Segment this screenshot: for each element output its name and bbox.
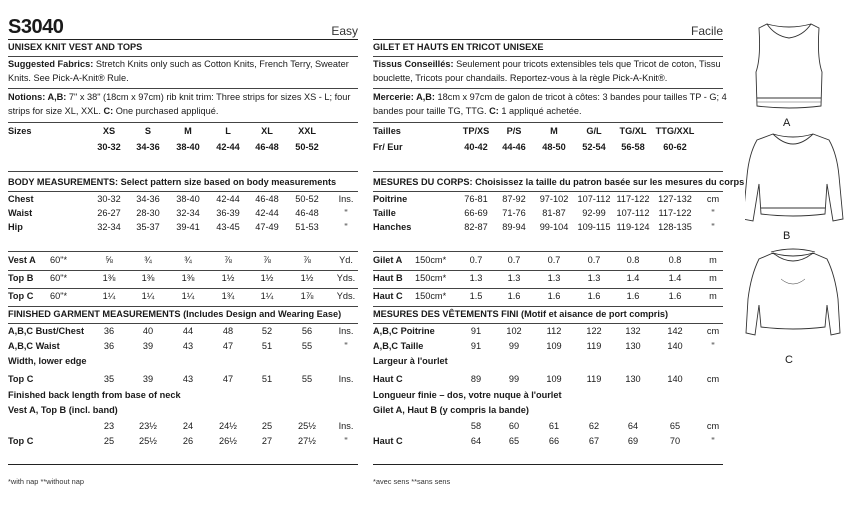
- row-label: Top C: [8, 291, 34, 301]
- table-cell: 25½: [298, 421, 316, 431]
- table-cell: 46-48: [295, 208, 319, 218]
- size-header: M: [550, 126, 558, 136]
- table-cell: 70: [669, 436, 681, 446]
- table-cell: 24½: [219, 421, 237, 431]
- footnote: *avec sens **sans sens: [373, 477, 451, 486]
- table-cell: ⅞: [224, 255, 232, 265]
- table-cell: 1⅜: [181, 273, 195, 283]
- table-cell: 66-69: [464, 208, 488, 218]
- table-cell: 1.6: [547, 291, 561, 301]
- table-cell: 55: [301, 374, 313, 384]
- row-label: Vest A: [8, 255, 36, 265]
- table-cell: 117-122: [658, 208, 692, 218]
- unit-cell: cm: [706, 421, 720, 431]
- table-cell: 1.6: [507, 291, 521, 301]
- table-cell: 87-92: [502, 194, 526, 204]
- divider: [8, 288, 358, 289]
- unit-cell: Yds.: [336, 291, 356, 301]
- unit-cell: cm: [706, 374, 720, 384]
- size-range: 46-48: [255, 142, 279, 152]
- table-cell: 25½: [139, 436, 157, 446]
- back-sub-label: Gilet A, Haut B (y compris la bande): [373, 405, 529, 415]
- fabrics-line-1: Suggested Fabrics: Stretch Knits only such as Cotton Knits, French Terry, Sweater: [8, 59, 349, 69]
- divider: [373, 122, 723, 123]
- table-cell: 0.7: [547, 255, 561, 265]
- table-cell: 55: [301, 341, 313, 351]
- table-cell: 26½: [219, 436, 237, 446]
- table-cell: 32-34: [176, 208, 200, 218]
- divider: [373, 270, 723, 271]
- table-cell: 81-87: [542, 208, 566, 218]
- table-cell: 24: [182, 421, 194, 431]
- table-cell: 102: [506, 326, 522, 336]
- size-range: 50-52: [295, 142, 319, 152]
- table-cell: 47: [222, 374, 234, 384]
- pattern-code: S3040: [8, 16, 64, 38]
- table-cell: 71-76: [502, 208, 526, 218]
- divider: [373, 191, 723, 192]
- table-cell: 89: [470, 374, 482, 384]
- figure-label-b: B: [783, 230, 791, 242]
- table-cell: 1.4: [668, 273, 682, 283]
- table-cell: 99-104: [539, 222, 569, 232]
- table-cell: 51-53: [295, 222, 319, 232]
- size-header: XL: [261, 126, 273, 136]
- finished-heading: FINISHED GARMENT MEASUREMENTS (Includes Design and Wearing Ease): [8, 309, 342, 319]
- table-cell: 51: [261, 374, 273, 384]
- table-cell: ⅝: [105, 255, 113, 265]
- table-cell: 130: [625, 374, 641, 384]
- unit-cell: ": [344, 341, 348, 351]
- row-label: A,B,C Waist: [8, 341, 60, 351]
- unit-cell: m: [709, 255, 717, 265]
- table-cell: 1½: [300, 273, 314, 283]
- table-cell: 1⅞: [300, 291, 314, 301]
- table-cell: 64: [470, 436, 482, 446]
- table-cell: 23½: [139, 421, 157, 431]
- divider: [373, 323, 723, 324]
- size-header: S: [144, 126, 152, 136]
- table-cell: 82-87: [464, 222, 488, 232]
- divider: [8, 39, 358, 40]
- unit-cell: m: [709, 273, 717, 283]
- table-cell: 97-102: [539, 194, 569, 204]
- table-cell: 1.3: [587, 273, 601, 283]
- footnote: *with nap **without nap: [8, 477, 85, 486]
- table-cell: 36-39: [216, 208, 240, 218]
- difficulty-label: Facile: [690, 24, 723, 38]
- divider: [373, 251, 723, 252]
- table-cell: 1¼: [102, 291, 116, 301]
- table-cell: 0.8: [668, 255, 682, 265]
- size-range: 30-32: [97, 142, 121, 152]
- table-cell: 47: [222, 341, 234, 351]
- divider: [8, 88, 358, 89]
- size-header: L: [225, 126, 231, 136]
- fabric-width: 150cm*: [415, 291, 447, 301]
- back-length-label: Finished back length from base of neck: [8, 390, 181, 400]
- table-cell: 119-124: [616, 222, 650, 232]
- table-cell: 1½: [260, 273, 274, 283]
- fabric-width: 60"*: [50, 273, 68, 283]
- table-cell: 35-37: [136, 222, 160, 232]
- size-header: P/S: [506, 126, 522, 136]
- fabric-width: 60"*: [50, 291, 68, 301]
- row-label: Chest: [8, 194, 34, 204]
- fabric-width: 150cm*: [415, 255, 447, 265]
- size-header: M: [184, 126, 192, 136]
- table-cell: 122: [586, 326, 602, 336]
- table-cell: 28-30: [136, 208, 160, 218]
- unit-cell: cm: [706, 326, 720, 336]
- table-cell: 43: [182, 374, 194, 384]
- table-cell: 127-132: [658, 194, 692, 204]
- table-cell: 50-52: [295, 194, 319, 204]
- table-cell: 36: [103, 341, 115, 351]
- notions-line-1: Mercerie: A,B: 18cm x 97cm de galon de tricot à côtes: 3 bandes pour tailles TP - G; 4: [373, 92, 727, 102]
- sizes-label: Tailles: [373, 126, 401, 136]
- back-sub-label: Vest A, Top B (incl. band): [8, 405, 118, 415]
- unit-cell: cm: [706, 194, 720, 204]
- table-cell: 39: [142, 341, 154, 351]
- table-cell: 39: [142, 374, 154, 384]
- table-cell: 66: [548, 436, 560, 446]
- table-cell: 91: [470, 341, 482, 351]
- table-cell: 1.6: [626, 291, 640, 301]
- unit-cell: Ins.: [338, 326, 354, 336]
- table-cell: 109: [546, 341, 562, 351]
- table-cell: 23: [103, 421, 115, 431]
- row-label: Gilet A: [373, 255, 403, 265]
- table-cell: 0.8: [626, 255, 640, 265]
- fabric-width: 150cm*: [415, 273, 447, 283]
- table-cell: 119: [586, 374, 602, 384]
- table-cell: 92-99: [582, 208, 606, 218]
- unit-cell: Yd.: [339, 255, 353, 265]
- table-cell: 1¾: [221, 291, 235, 301]
- table-cell: 1⅜: [141, 273, 155, 283]
- table-cell: 65: [669, 421, 681, 431]
- notions-line-2: strips for size XL, XXL. C: One purchased appliqué.: [8, 106, 219, 116]
- divider: [8, 56, 358, 57]
- row-label: Poitrine: [373, 194, 408, 204]
- table-cell: ⅞: [263, 255, 271, 265]
- fabric-width: 60"*: [50, 255, 68, 265]
- divider: [8, 171, 358, 172]
- row-label: Haut C: [373, 291, 403, 301]
- table-cell: 0.7: [587, 255, 601, 265]
- unit-cell: ": [344, 436, 348, 446]
- row-label: Haut B: [373, 273, 403, 283]
- sizes-label: Sizes: [8, 126, 32, 136]
- unit-cell: Ins.: [338, 194, 354, 204]
- body-heading: BODY MEASUREMENTS: Select pattern size based on body measurements: [8, 177, 337, 187]
- row-label: Waist: [8, 208, 33, 218]
- table-cell: 48: [222, 326, 234, 336]
- row-label: Haut C: [373, 436, 403, 446]
- size-range: 40-42: [464, 142, 488, 152]
- row-label: Taille: [373, 208, 396, 218]
- size-header: TTG/XXL: [655, 126, 695, 136]
- table-cell: 99: [508, 374, 520, 384]
- divider: [373, 39, 723, 40]
- divider: [8, 191, 358, 192]
- divider: [8, 464, 358, 465]
- difficulty-label: Easy: [331, 24, 358, 38]
- size-header: TG/XL: [619, 126, 647, 136]
- table-cell: 25: [261, 421, 273, 431]
- table-cell: 32-34: [97, 222, 121, 232]
- row-label: A,B,C Bust/Chest: [8, 326, 85, 336]
- row-label: A,B,C Poitrine: [373, 326, 435, 336]
- section-title: UNISEX KNIT VEST AND TOPS: [8, 42, 143, 52]
- table-cell: 64: [627, 421, 639, 431]
- table-cell: 91: [470, 326, 482, 336]
- size-header: XXL: [298, 126, 316, 136]
- divider: [8, 251, 358, 252]
- table-cell: 65: [508, 436, 520, 446]
- table-cell: 26-27: [97, 208, 121, 218]
- sizes-sub-label: Fr/ Eur: [373, 142, 403, 152]
- divider: [373, 288, 723, 289]
- table-cell: ¾: [184, 255, 192, 265]
- unit-cell: ": [711, 208, 715, 218]
- row-label: Top C: [8, 436, 34, 446]
- unit-cell: Yds.: [336, 273, 356, 283]
- figure-label-a: A: [783, 117, 791, 129]
- table-cell: 61: [548, 421, 560, 431]
- size-range: 44-46: [502, 142, 526, 152]
- table-cell: 62: [588, 421, 600, 431]
- garment-illustrations: [745, 14, 845, 264]
- table-cell: 142: [667, 326, 683, 336]
- row-label: Top B: [8, 273, 34, 283]
- table-cell: 46-48: [255, 194, 279, 204]
- divider: [373, 88, 723, 89]
- table-cell: 47-49: [255, 222, 279, 232]
- table-cell: 44: [182, 326, 194, 336]
- unit-cell: ": [711, 222, 715, 232]
- table-cell: 1.3: [547, 273, 561, 283]
- size-range: 52-54: [582, 142, 606, 152]
- body-heading: MESURES DU CORPS: Choisissez la taille du patron basée sur les mesures du corps: [373, 177, 745, 187]
- table-cell: 117-122: [616, 194, 650, 204]
- back-length-label: Longueur finie – dos, votre nuque à l'ourlet: [373, 390, 562, 400]
- row-label: Top C: [8, 374, 34, 384]
- table-cell: 67: [588, 436, 600, 446]
- divider: [373, 464, 723, 465]
- size-range: 42-44: [216, 142, 240, 152]
- table-cell: 52: [261, 326, 273, 336]
- table-cell: 35: [103, 374, 115, 384]
- fabrics-line-1: Tissus Conseillés: Seulement pour tricots extensibles tels que Tricot de coton, Tissu: [373, 59, 721, 69]
- size-range: 34-36: [136, 142, 160, 152]
- table-cell: 42-44: [255, 208, 279, 218]
- unit-cell: m: [709, 291, 717, 301]
- table-cell: 1.3: [507, 273, 521, 283]
- table-cell: 43-45: [216, 222, 240, 232]
- table-cell: 27: [261, 436, 273, 446]
- size-header: XS: [102, 126, 116, 136]
- size-range: 38-40: [176, 142, 200, 152]
- table-cell: 107-112: [616, 208, 650, 218]
- width-lower-label: Width, lower edge: [8, 356, 87, 366]
- vest-a-drawing: [756, 24, 822, 108]
- table-cell: 40: [142, 326, 154, 336]
- unit-cell: Ins.: [338, 374, 354, 384]
- width-lower-label: Largeur à l'ourlet: [373, 356, 448, 366]
- table-cell: 76-81: [464, 194, 488, 204]
- size-range: 60-62: [663, 142, 687, 152]
- table-cell: 128-135: [658, 222, 692, 232]
- unit-cell: ": [711, 341, 715, 351]
- divider: [373, 171, 723, 172]
- table-cell: 112: [546, 326, 562, 336]
- table-cell: 99: [508, 341, 520, 351]
- table-cell: 30-32: [97, 194, 121, 204]
- table-cell: 69: [627, 436, 639, 446]
- table-cell: 39-41: [176, 222, 200, 232]
- row-label: Hanches: [373, 222, 412, 232]
- table-cell: 130: [625, 341, 641, 351]
- divider: [8, 306, 358, 307]
- table-cell: 1¼: [141, 291, 155, 301]
- row-label: Hip: [8, 222, 23, 232]
- table-cell: 107-112: [577, 194, 611, 204]
- fabrics-line-2: Knits. See Pick-A-Knit® Rule.: [8, 73, 129, 83]
- table-cell: 42-44: [216, 194, 240, 204]
- divider: [8, 270, 358, 271]
- finished-heading: MESURES DES VÊTEMENTS FINI (Motif et aisance de port compris): [373, 309, 669, 319]
- table-cell: 1½: [221, 273, 235, 283]
- table-cell: 0.7: [469, 255, 483, 265]
- size-header: TP/XS: [462, 126, 490, 136]
- table-cell: 27½: [298, 436, 316, 446]
- top-b-drawing: [745, 134, 843, 221]
- table-cell: 38-40: [176, 194, 200, 204]
- unit-cell: ": [344, 208, 348, 218]
- size-range: 48-50: [542, 142, 566, 152]
- table-cell: ⅞: [303, 255, 311, 265]
- unit-cell: ": [711, 436, 715, 446]
- table-cell: 51: [261, 341, 273, 351]
- notions-line-1: Notions: A,B: 7" x 38" (18cm x 97cm) rib knit trim: Three strips for sizes XS - L; four: [8, 92, 351, 102]
- unit-cell: Ins.: [338, 421, 354, 431]
- table-cell: 89-94: [502, 222, 526, 232]
- size-range: 56-58: [621, 142, 645, 152]
- table-cell: 132: [625, 326, 641, 336]
- table-cell: 26: [182, 436, 194, 446]
- table-cell: 58: [470, 421, 482, 431]
- figure-label-c: C: [785, 354, 793, 366]
- top-c-figure: [743, 245, 848, 355]
- table-cell: 109: [546, 374, 562, 384]
- table-cell: 119: [586, 341, 602, 351]
- table-cell: 140: [667, 374, 683, 384]
- size-header: G/L: [586, 126, 602, 136]
- divider: [373, 306, 723, 307]
- divider: [8, 122, 358, 123]
- unit-cell: ": [344, 222, 348, 232]
- table-cell: 0.7: [507, 255, 521, 265]
- table-cell: 1⅜: [102, 273, 116, 283]
- table-cell: 43: [182, 341, 194, 351]
- table-cell: 140: [667, 341, 683, 351]
- table-cell: 1.5: [469, 291, 483, 301]
- table-cell: ¾: [144, 255, 152, 265]
- notions-line-2: bandes pour taille TG, TTG. C: 1 appliqué achetée.: [373, 106, 582, 116]
- table-cell: 25: [103, 436, 115, 446]
- divider: [373, 56, 723, 57]
- table-cell: 60: [508, 421, 520, 431]
- row-label: Haut C: [373, 374, 403, 384]
- table-cell: 109-115: [577, 222, 611, 232]
- table-cell: 1.6: [668, 291, 682, 301]
- table-cell: 1.4: [626, 273, 640, 283]
- table-cell: 56: [301, 326, 313, 336]
- table-cell: 36: [103, 326, 115, 336]
- table-cell: 1¼: [260, 291, 274, 301]
- row-label: A,B,C Taille: [373, 341, 424, 351]
- table-cell: 1.6: [587, 291, 601, 301]
- table-cell: 34-36: [136, 194, 160, 204]
- table-cell: 1.3: [469, 273, 483, 283]
- table-cell: 1¼: [181, 291, 195, 301]
- fabrics-line-2: bouclette, Tricots pour chandails. Reportez-vous à la règle Pick-A-Knit®.: [373, 73, 668, 83]
- divider: [8, 323, 358, 324]
- section-title: GILET ET HAUTS EN TRICOT UNISEXE: [373, 42, 544, 52]
